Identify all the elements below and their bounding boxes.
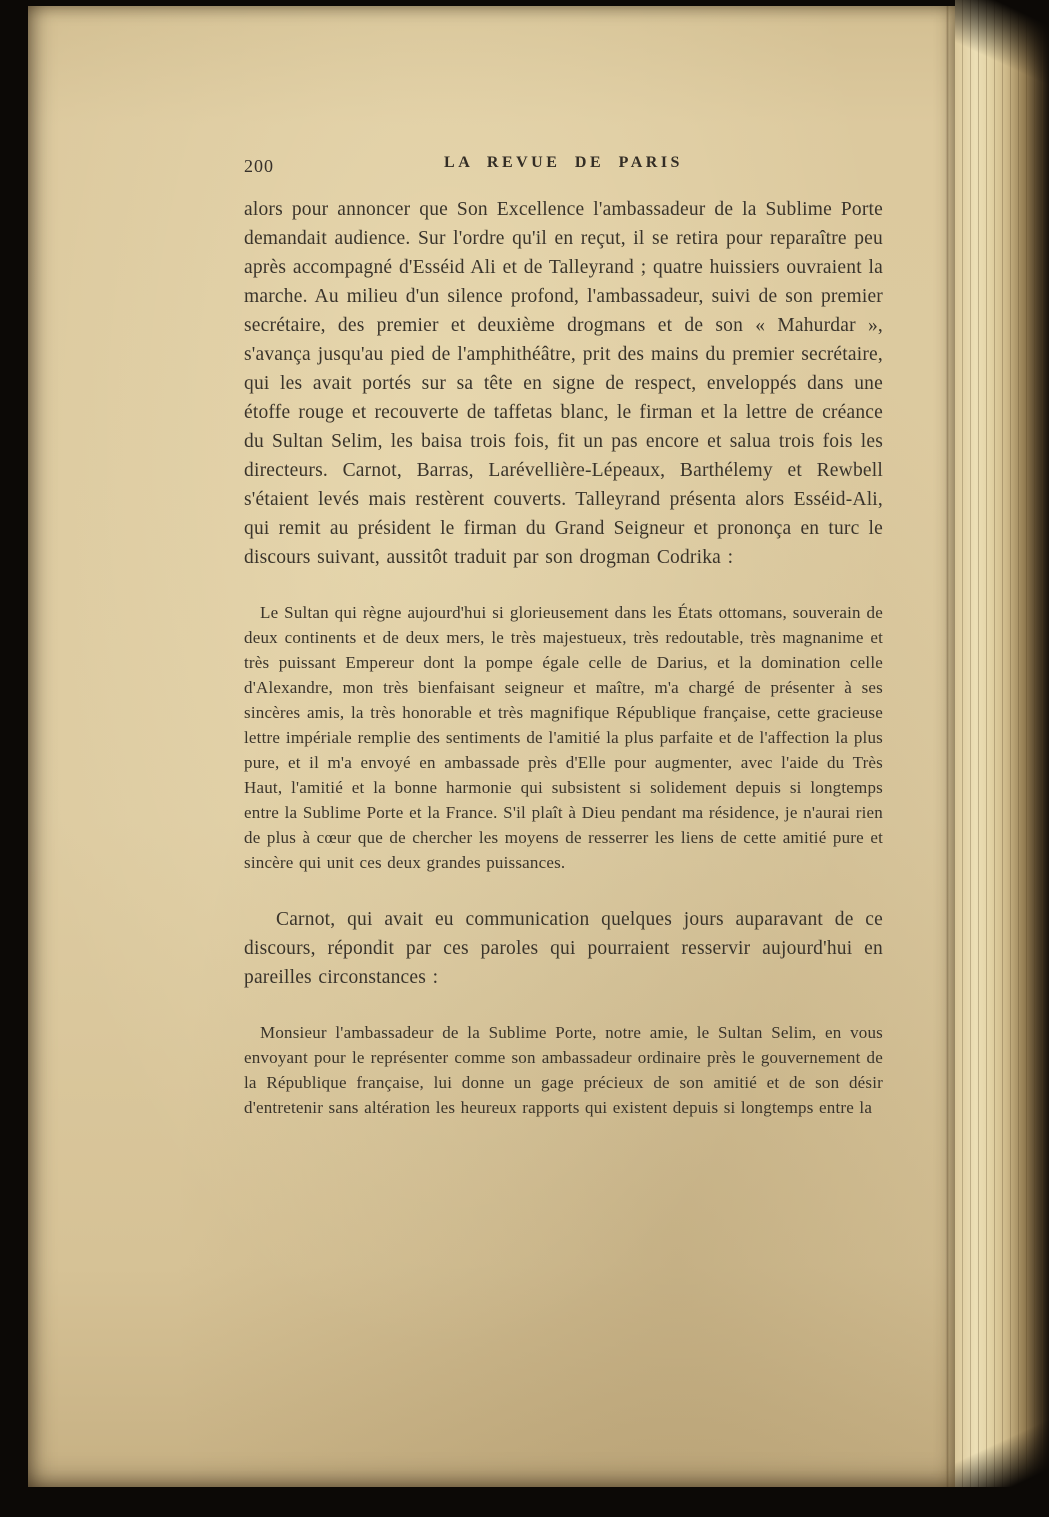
running-title: LA REVUE DE PARIS [444, 154, 683, 171]
book-page [28, 6, 955, 1487]
quote-sultan-speech: Le Sultan qui règne aujourd'hui si glorieusement dans les États ottomans, souverain de deux continents et de deux mers, le très majestueux, très redoutable, très magnanime et très puissant Empereur dont la pompe égale celle de Darius, et la domination celle d'Alexandre, mon très bienfaisant seigneur et maître, m'a chargé de présenter à ses sincères amis, la très honorable et très magnifique République française, cette gracieuse lettre impériale remplie des sentiments de l'amitié la plus parfaite et de l'affection la plus pure, et il m'a envoyé en ambassade près d'Elle pour augmenter, avec l'aide du Très Haut, l'amitié et la bonne harmonie qui subsistent si solidement depuis si longtemps entre la Sublime Porte et la France. S'il plaît à Dieu pendant ma résidence, je n'aurai rien de plus à cœur que de chercher les moyens de resserrer les liens de cette amitié pure et sincère qui unit ces deux grandes puissances. [244, 603, 883, 872]
corner-shadow-top [955, 0, 1049, 95]
quote-carnot-reply: Monsieur l'ambassadeur de la Sublime Porte, notre amie, le Sultan Selim, en vous envoyant pour le représenter comme son ambassadeur ordinaire près le gouvernement de la République française, lui donne un gage précieux de son amitié et de son désir d'entretenir sans altération les heureux rapports qui existent depuis si longtemps entre la [244, 1023, 883, 1117]
paragraph-narrative-1: alors pour annoncer que Son Excellence l'ambassadeur de la Sublime Porte demandait audience. Sur l'ordre qu'il en reçut, il se retira pour reparaître peu après accompagné d'Esséid Ali et de Talleyrand ; quatre huissiers ouvraient la marche. Au milieu d'un silence profond, l'ambassadeur, suivi de son premier secrétaire, des premier et deuxième drogmans et de son « Mahurdar », s'avança jusqu'au pied de l'amphithéâtre, prit des mains du premier secrétaire, qui les avait portés sur sa tête en signe de respect, enveloppés dans une étoffe rouge et recouverte de taffetas blanc, le firman et la lettre de créance du Sultan Selim, les baisa trois fois, fit un pas encore et salua trois fois les directeurs. Carnot, Barras, Larévellière-Lépeaux, Barthélemy et Rewbell s'étaient levés mais restèrent couverts. Talleyrand présenta alors Esséid-Ali, qui remit au président le firman du Grand Seigneur et prononça en turc le discours suivant, aussitôt traduit par son drogman Codrika : [244, 199, 883, 568]
page-edge-stack [955, 0, 1049, 1487]
page-header [244, 154, 883, 180]
text-column [244, 195, 883, 1120]
paragraph-narrative-2: Carnot, qui avait eu communication quelques jours auparavant de ce discours, répondit par ces paroles qui pourraient resservir aujourd'hui en pareilles circonstances : [244, 909, 883, 988]
page-number: 200 [244, 156, 274, 176]
corner-shadow-bottom [955, 1417, 1049, 1487]
